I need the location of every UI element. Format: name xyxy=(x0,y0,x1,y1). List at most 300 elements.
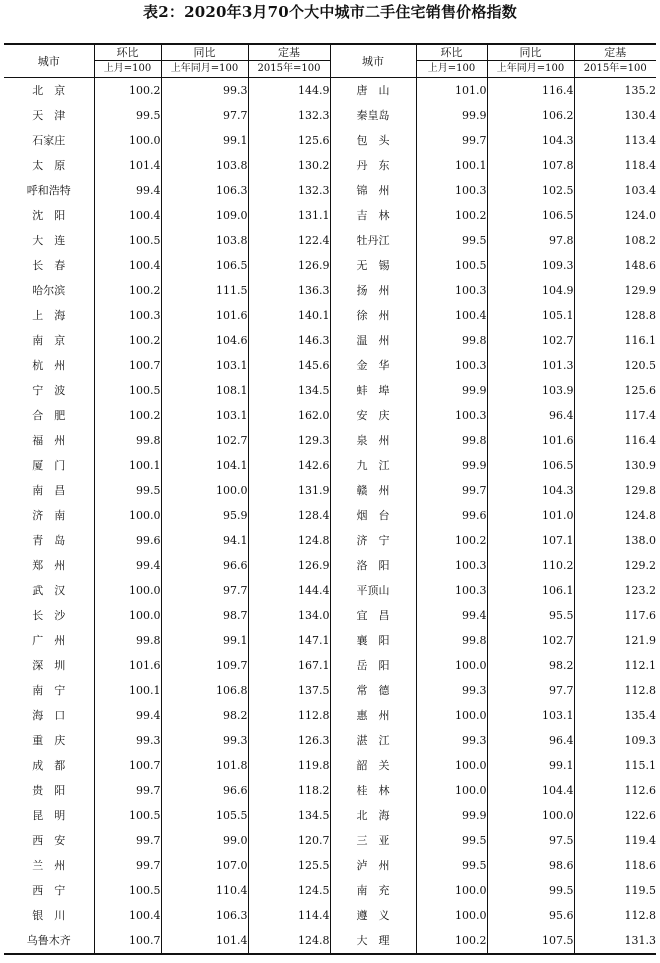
left-yoy-cell: 100.0 xyxy=(161,478,248,503)
left-mom-cell: 100.0 xyxy=(94,128,161,153)
right-city-cell: 九 江 xyxy=(330,453,416,478)
right-mom-cell: 99.8 xyxy=(416,628,487,653)
left-yoy-cell: 103.1 xyxy=(161,353,248,378)
right-city-cell: 洛 阳 xyxy=(330,553,416,578)
left-mom-cell: 99.7 xyxy=(94,853,161,878)
right-city-cell: 烟 台 xyxy=(330,503,416,528)
left-yoy-cell: 104.6 xyxy=(161,328,248,353)
table-row xyxy=(4,528,656,553)
right-mom-cell: 100.2 xyxy=(416,928,487,954)
left-city-cell: 南 京 xyxy=(32,334,66,347)
right-base-cell: 130.9 xyxy=(574,453,656,478)
right-yoy-cell: 106.5 xyxy=(487,203,574,228)
left-yoy-cell: 107.0 xyxy=(161,853,248,878)
right-yoy-cell: 101.6 xyxy=(487,428,574,453)
left-city-cell: 北 京 xyxy=(32,84,66,97)
table-row xyxy=(4,828,656,853)
right-base-cell: 121.9 xyxy=(574,628,656,653)
right-city-cell: 秦皇岛 xyxy=(330,103,416,128)
right-city-cell: 常 德 xyxy=(330,678,416,703)
left-city-cell: 福 州 xyxy=(32,434,66,447)
left-mom-cell: 100.2 xyxy=(94,403,161,428)
right-yoy-cell: 102.7 xyxy=(487,328,574,353)
left-yoy-cell: 99.1 xyxy=(161,128,248,153)
right-mom-cell: 100.0 xyxy=(416,878,487,903)
right-city-cell: 安 庆 xyxy=(330,403,416,428)
table-row xyxy=(4,203,656,228)
left-base-cell: 129.3 xyxy=(248,428,330,453)
right-city-cell: 唐 山 xyxy=(330,78,416,104)
left-yoy-cell: 99.1 xyxy=(161,628,248,653)
right-city-cell: 济 宁 xyxy=(330,528,416,553)
left-yoy-cell: 111.5 xyxy=(161,278,248,303)
left-base-cell: 120.7 xyxy=(248,828,330,853)
left-mom-cell: 99.4 xyxy=(94,178,161,203)
left-city-cell: 海 口 xyxy=(32,709,66,722)
left-city-cell: 合 肥 xyxy=(32,409,66,422)
header-mom-sub-left: 上月=100 xyxy=(94,61,161,78)
left-city-cell: 武 汉 xyxy=(32,584,66,597)
right-city-cell: 蚌 埠 xyxy=(330,378,416,403)
left-mom-cell: 100.4 xyxy=(94,903,161,928)
right-yoy-cell: 102.5 xyxy=(487,178,574,203)
left-city-cell: 济 南 xyxy=(32,509,66,522)
right-mom-cell: 100.3 xyxy=(416,278,487,303)
left-yoy-cell: 106.8 xyxy=(161,678,248,703)
left-base-cell: 144.9 xyxy=(248,78,330,104)
left-mom-cell: 99.8 xyxy=(94,428,161,453)
header-base-sub-left: 2015年=100 xyxy=(248,61,330,78)
right-mom-cell: 99.5 xyxy=(416,828,487,853)
header-row-main xyxy=(4,44,656,61)
table-row xyxy=(4,928,656,954)
right-yoy-cell: 104.4 xyxy=(487,778,574,803)
right-city-cell: 泸 州 xyxy=(330,853,416,878)
right-yoy-cell: 100.0 xyxy=(487,803,574,828)
table-row xyxy=(4,428,656,453)
right-mom-cell: 100.5 xyxy=(416,253,487,278)
right-mom-cell: 100.0 xyxy=(416,903,487,928)
right-mom-cell: 99.8 xyxy=(416,328,487,353)
right-city-cell: 牡丹江 xyxy=(330,228,416,253)
right-mom-cell: 100.2 xyxy=(416,203,487,228)
right-mom-cell: 99.5 xyxy=(416,853,487,878)
right-city-cell: 丹 东 xyxy=(330,153,416,178)
header-yoy-left: 同比 xyxy=(161,44,248,61)
left-city-cell: 郑 州 xyxy=(32,559,66,572)
right-mom-cell: 100.3 xyxy=(416,403,487,428)
left-mom-cell: 99.5 xyxy=(94,103,161,128)
left-mom-cell: 100.5 xyxy=(94,378,161,403)
left-yoy-cell: 96.6 xyxy=(161,553,248,578)
right-city-cell: 惠 州 xyxy=(330,703,416,728)
left-base-cell: 132.3 xyxy=(248,178,330,203)
left-mom-cell: 100.0 xyxy=(94,503,161,528)
right-base-cell: 112.8 xyxy=(574,678,656,703)
right-base-cell: 118.6 xyxy=(574,853,656,878)
left-yoy-cell: 99.3 xyxy=(161,78,248,104)
left-base-cell: 126.3 xyxy=(248,728,330,753)
left-base-cell: 167.1 xyxy=(248,653,330,678)
right-city-cell: 平顶山 xyxy=(330,578,416,603)
left-yoy-cell: 95.9 xyxy=(161,503,248,528)
left-mom-cell: 100.1 xyxy=(94,678,161,703)
right-base-cell: 112.8 xyxy=(574,903,656,928)
left-base-cell: 137.5 xyxy=(248,678,330,703)
left-mom-cell: 100.7 xyxy=(94,353,161,378)
left-mom-cell: 100.2 xyxy=(94,78,161,104)
table-row xyxy=(4,328,656,353)
left-yoy-cell: 97.7 xyxy=(161,103,248,128)
left-base-cell: 130.2 xyxy=(248,153,330,178)
left-mom-cell: 100.2 xyxy=(94,328,161,353)
table-row xyxy=(4,78,656,104)
left-yoy-cell: 106.5 xyxy=(161,253,248,278)
right-city-cell: 北 海 xyxy=(330,803,416,828)
left-yoy-cell: 98.7 xyxy=(161,603,248,628)
table-row xyxy=(4,403,656,428)
left-city-cell: 银 川 xyxy=(32,909,66,922)
right-base-cell: 122.6 xyxy=(574,803,656,828)
left-city-cell: 呼和浩特 xyxy=(26,184,71,197)
right-base-cell: 138.0 xyxy=(574,528,656,553)
left-mom-cell: 100.0 xyxy=(94,603,161,628)
header-city-right: 城市 xyxy=(330,44,416,78)
left-mom-cell: 100.3 xyxy=(94,303,161,328)
right-base-cell: 119.4 xyxy=(574,828,656,853)
left-base-cell: 131.9 xyxy=(248,478,330,503)
left-yoy-cell: 94.1 xyxy=(161,528,248,553)
header-mom-sub-right: 上月=100 xyxy=(416,61,487,78)
right-yoy-cell: 97.8 xyxy=(487,228,574,253)
left-mom-cell: 99.4 xyxy=(94,703,161,728)
right-yoy-cell: 95.6 xyxy=(487,903,574,928)
right-base-cell: 116.1 xyxy=(574,328,656,353)
right-yoy-cell: 107.1 xyxy=(487,528,574,553)
right-base-cell: 117.6 xyxy=(574,603,656,628)
right-city-cell: 大 理 xyxy=(330,928,416,954)
right-mom-cell: 100.3 xyxy=(416,353,487,378)
left-mom-cell: 99.8 xyxy=(94,628,161,653)
right-mom-cell: 99.8 xyxy=(416,428,487,453)
table-row xyxy=(4,853,656,878)
left-base-cell: 112.8 xyxy=(248,703,330,728)
right-city-cell: 包 头 xyxy=(330,128,416,153)
left-yoy-cell: 99.0 xyxy=(161,828,248,853)
left-city-cell: 南 昌 xyxy=(32,484,66,497)
table-row xyxy=(4,703,656,728)
right-mom-cell: 100.3 xyxy=(416,553,487,578)
right-base-cell: 109.3 xyxy=(574,728,656,753)
left-base-cell: 124.8 xyxy=(248,928,330,954)
table-row xyxy=(4,778,656,803)
left-city-cell: 青 岛 xyxy=(32,534,66,547)
left-city-cell: 长 春 xyxy=(32,259,66,272)
table-row xyxy=(4,453,656,478)
left-mom-cell: 99.5 xyxy=(94,478,161,503)
header-mom-right: 环比 xyxy=(416,44,487,61)
left-base-cell: 124.5 xyxy=(248,878,330,903)
table-row xyxy=(4,378,656,403)
left-mom-cell: 100.1 xyxy=(94,453,161,478)
left-yoy-cell: 103.8 xyxy=(161,153,248,178)
right-city-cell: 韶 关 xyxy=(330,753,416,778)
right-yoy-cell: 97.5 xyxy=(487,828,574,853)
left-mom-cell: 100.4 xyxy=(94,253,161,278)
header-yoy-sub-left: 上年同月=100 xyxy=(161,61,248,78)
left-mom-cell: 99.7 xyxy=(94,828,161,853)
table-row xyxy=(4,578,656,603)
right-yoy-cell: 109.3 xyxy=(487,253,574,278)
right-yoy-cell: 98.2 xyxy=(487,653,574,678)
left-city-cell: 乌鲁木齐 xyxy=(4,928,94,954)
left-mom-cell: 100.5 xyxy=(94,878,161,903)
table-row xyxy=(4,903,656,928)
left-base-cell: 144.4 xyxy=(248,578,330,603)
table-row xyxy=(4,353,656,378)
right-base-cell: 128.8 xyxy=(574,303,656,328)
left-base-cell: 140.1 xyxy=(248,303,330,328)
left-base-cell: 145.6 xyxy=(248,353,330,378)
left-city-cell: 西 安 xyxy=(32,834,66,847)
left-yoy-cell: 109.0 xyxy=(161,203,248,228)
left-mom-cell: 100.5 xyxy=(94,228,161,253)
table-row xyxy=(4,628,656,653)
right-base-cell: 120.5 xyxy=(574,353,656,378)
left-city-cell: 太 原 xyxy=(32,159,66,172)
right-yoy-cell: 101.0 xyxy=(487,503,574,528)
right-base-cell: 124.0 xyxy=(574,203,656,228)
left-yoy-cell: 96.6 xyxy=(161,778,248,803)
right-city-cell: 吉 林 xyxy=(330,203,416,228)
left-mom-cell: 99.4 xyxy=(94,553,161,578)
left-yoy-cell: 101.8 xyxy=(161,753,248,778)
table-row xyxy=(4,253,656,278)
right-yoy-cell: 110.2 xyxy=(487,553,574,578)
right-yoy-cell: 107.5 xyxy=(487,928,574,954)
left-city-cell: 厦 门 xyxy=(32,459,66,472)
left-base-cell: 142.6 xyxy=(248,453,330,478)
right-base-cell: 112.6 xyxy=(574,778,656,803)
right-yoy-cell: 106.5 xyxy=(487,453,574,478)
right-base-cell: 118.4 xyxy=(574,153,656,178)
left-base-cell: 125.6 xyxy=(248,128,330,153)
left-city-cell: 兰 州 xyxy=(32,859,66,872)
table-row xyxy=(4,678,656,703)
left-base-cell: 125.5 xyxy=(248,853,330,878)
right-city-cell: 岳 阳 xyxy=(330,653,416,678)
table-row xyxy=(4,753,656,778)
left-yoy-cell: 108.1 xyxy=(161,378,248,403)
right-yoy-cell: 105.1 xyxy=(487,303,574,328)
right-city-cell: 南 充 xyxy=(330,878,416,903)
left-base-cell: 128.4 xyxy=(248,503,330,528)
left-base-cell: 126.9 xyxy=(248,253,330,278)
table-row xyxy=(4,303,656,328)
right-city-cell: 三 亚 xyxy=(330,828,416,853)
right-mom-cell: 100.0 xyxy=(416,753,487,778)
right-city-cell: 泉 州 xyxy=(330,428,416,453)
right-base-cell: 125.6 xyxy=(574,378,656,403)
right-mom-cell: 99.3 xyxy=(416,728,487,753)
left-city-cell: 南 宁 xyxy=(32,684,66,697)
table-row xyxy=(4,228,656,253)
left-city-cell: 石家庄 xyxy=(32,134,66,147)
left-base-cell: 132.3 xyxy=(248,103,330,128)
right-base-cell: 135.2 xyxy=(574,78,656,104)
table-title: 表2：2020年3月70个大中城市二手住宅销售价格指数 xyxy=(143,3,517,21)
right-base-cell: 112.1 xyxy=(574,653,656,678)
left-yoy-cell: 101.6 xyxy=(161,303,248,328)
right-base-cell: 108.2 xyxy=(574,228,656,253)
left-yoy-cell: 101.4 xyxy=(161,928,248,954)
right-city-cell: 襄 阳 xyxy=(330,628,416,653)
right-mom-cell: 99.5 xyxy=(416,228,487,253)
right-yoy-cell: 104.3 xyxy=(487,128,574,153)
left-city-cell: 西 宁 xyxy=(32,884,66,897)
left-yoy-cell: 103.1 xyxy=(161,403,248,428)
price-index-table xyxy=(4,43,656,955)
left-base-cell: 131.1 xyxy=(248,203,330,228)
left-yoy-cell: 99.3 xyxy=(161,728,248,753)
right-base-cell: 116.4 xyxy=(574,428,656,453)
right-base-cell: 129.9 xyxy=(574,278,656,303)
left-yoy-cell: 106.3 xyxy=(161,178,248,203)
left-city-cell: 长 沙 xyxy=(32,609,66,622)
left-yoy-cell: 105.5 xyxy=(161,803,248,828)
left-city-cell: 贵 阳 xyxy=(32,784,66,797)
right-mom-cell: 99.9 xyxy=(416,453,487,478)
table-row xyxy=(4,103,656,128)
right-yoy-cell: 103.1 xyxy=(487,703,574,728)
left-base-cell: 126.9 xyxy=(248,553,330,578)
right-mom-cell: 99.4 xyxy=(416,603,487,628)
left-base-cell: 136.3 xyxy=(248,278,330,303)
right-base-cell: 123.2 xyxy=(574,578,656,603)
right-mom-cell: 99.9 xyxy=(416,803,487,828)
left-city-cell: 宁 波 xyxy=(32,384,66,397)
right-mom-cell: 99.9 xyxy=(416,103,487,128)
right-mom-cell: 100.1 xyxy=(416,153,487,178)
left-city-cell: 杭 州 xyxy=(32,359,66,372)
left-base-cell: 114.4 xyxy=(248,903,330,928)
right-base-cell: 129.8 xyxy=(574,478,656,503)
right-base-cell: 119.5 xyxy=(574,878,656,903)
right-yoy-cell: 99.5 xyxy=(487,878,574,903)
left-city-cell: 广 州 xyxy=(32,634,66,647)
left-city-cell: 成 都 xyxy=(32,759,66,772)
right-yoy-cell: 107.8 xyxy=(487,153,574,178)
left-base-cell: 147.1 xyxy=(248,628,330,653)
right-mom-cell: 100.2 xyxy=(416,528,487,553)
left-city-cell: 昆 明 xyxy=(32,809,66,822)
right-mom-cell: 99.6 xyxy=(416,503,487,528)
right-city-cell: 徐 州 xyxy=(330,303,416,328)
right-base-cell: 124.8 xyxy=(574,503,656,528)
table-row xyxy=(4,803,656,828)
right-base-cell: 135.4 xyxy=(574,703,656,728)
right-yoy-cell: 116.4 xyxy=(487,78,574,104)
right-base-cell: 131.3 xyxy=(574,928,656,954)
right-mom-cell: 100.0 xyxy=(416,653,487,678)
table-row xyxy=(4,503,656,528)
left-mom-cell: 101.4 xyxy=(94,153,161,178)
right-mom-cell: 99.7 xyxy=(416,478,487,503)
table-row xyxy=(4,153,656,178)
left-mom-cell: 100.0 xyxy=(94,578,161,603)
right-mom-cell: 99.7 xyxy=(416,128,487,153)
left-yoy-cell: 104.1 xyxy=(161,453,248,478)
header-base-right: 定基 xyxy=(574,44,656,61)
header-yoy-right: 同比 xyxy=(487,44,574,61)
left-yoy-cell: 98.2 xyxy=(161,703,248,728)
right-base-cell: 117.4 xyxy=(574,403,656,428)
left-mom-cell: 100.2 xyxy=(94,278,161,303)
right-city-cell: 桂 林 xyxy=(330,778,416,803)
left-mom-cell: 99.7 xyxy=(94,778,161,803)
right-mom-cell: 100.0 xyxy=(416,778,487,803)
table-row xyxy=(4,128,656,153)
left-city-cell: 沈 阳 xyxy=(32,209,66,222)
left-base-cell: 134.0 xyxy=(248,603,330,628)
right-yoy-cell: 99.1 xyxy=(487,753,574,778)
left-mom-cell: 101.6 xyxy=(94,653,161,678)
left-mom-cell: 100.5 xyxy=(94,803,161,828)
left-mom-cell: 100.7 xyxy=(94,928,161,954)
right-base-cell: 130.4 xyxy=(574,103,656,128)
right-mom-cell: 99.3 xyxy=(416,678,487,703)
right-yoy-cell: 95.5 xyxy=(487,603,574,628)
left-mom-cell: 100.4 xyxy=(94,203,161,228)
right-city-cell: 锦 州 xyxy=(330,178,416,203)
left-mom-cell: 99.6 xyxy=(94,528,161,553)
right-yoy-cell: 98.6 xyxy=(487,853,574,878)
right-city-cell: 金 华 xyxy=(330,353,416,378)
right-city-cell: 扬 州 xyxy=(330,278,416,303)
left-yoy-cell: 103.8 xyxy=(161,228,248,253)
left-base-cell: 118.2 xyxy=(248,778,330,803)
table-row xyxy=(4,878,656,903)
left-base-cell: 119.8 xyxy=(248,753,330,778)
right-mom-cell: 100.4 xyxy=(416,303,487,328)
right-base-cell: 115.1 xyxy=(574,753,656,778)
right-mom-cell: 99.9 xyxy=(416,378,487,403)
left-base-cell: 122.4 xyxy=(248,228,330,253)
header-city-left: 城市 xyxy=(4,44,94,78)
right-yoy-cell: 106.1 xyxy=(487,578,574,603)
right-city-cell: 无 锡 xyxy=(330,253,416,278)
left-base-cell: 162.0 xyxy=(248,403,330,428)
right-yoy-cell: 97.7 xyxy=(487,678,574,703)
right-yoy-cell: 96.4 xyxy=(487,403,574,428)
right-city-cell: 温 州 xyxy=(330,328,416,353)
table-row xyxy=(4,728,656,753)
left-city-cell: 深 圳 xyxy=(32,659,66,672)
table-row xyxy=(4,603,656,628)
right-base-cell: 103.4 xyxy=(574,178,656,203)
right-yoy-cell: 106.2 xyxy=(487,103,574,128)
left-base-cell: 146.3 xyxy=(248,328,330,353)
left-city-cell: 哈尔滨 xyxy=(32,284,66,297)
right-yoy-cell: 96.4 xyxy=(487,728,574,753)
right-mom-cell: 101.0 xyxy=(416,78,487,104)
left-yoy-cell: 109.7 xyxy=(161,653,248,678)
left-yoy-cell: 102.7 xyxy=(161,428,248,453)
table-row xyxy=(4,178,656,203)
left-base-cell: 134.5 xyxy=(248,803,330,828)
left-city-cell: 重 庆 xyxy=(32,734,66,747)
header-base-sub-right: 2015年=100 xyxy=(574,61,656,78)
